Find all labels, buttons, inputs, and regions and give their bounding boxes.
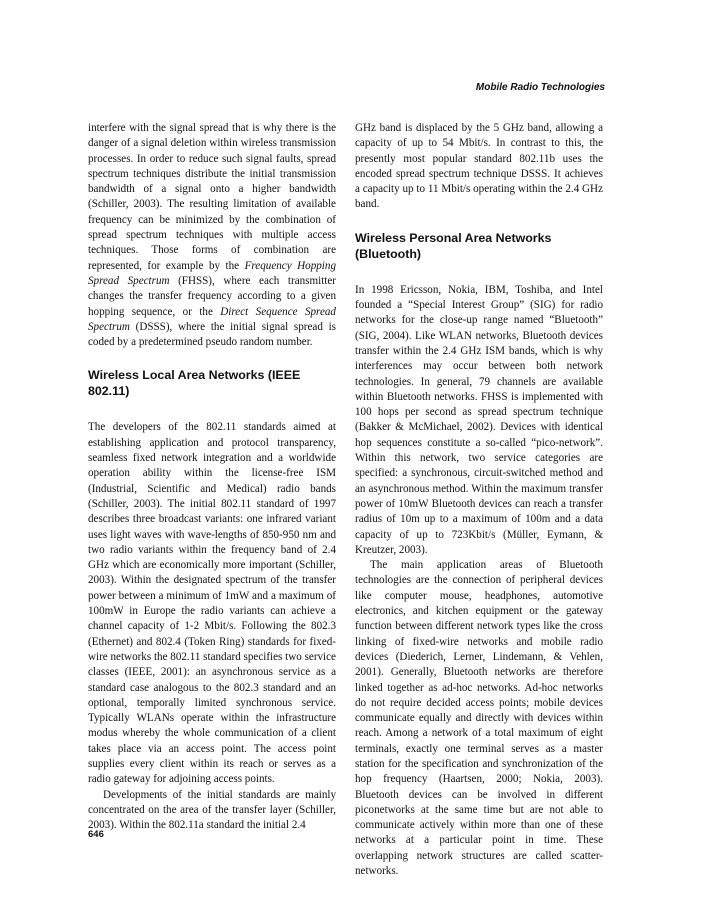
paragraph-spread-spectrum xyxy=(88,121,336,350)
running-header: Mobile Radio Technologies xyxy=(475,82,605,93)
paragraph-bluetooth-intro: In 1998 Ericsson, Nokia, IBM, Toshiba, and Intel founded a “Special Interest Group” (SIG) for radio networks for the close-up range named “Bluetooth” (SIG, 2004). Like WLAN networks, Bluetooth devices transfer within the 2.4 GHz ISM bands, which is why interferences may occur between both network technologies. In general, 79 channels are available within Bluetooth networks. FHSS is implemented with 100 hops per second as spread spectrum technique (Bakker & McMichael, 2002). Devices with identical hop sequences constitute a so-called “pico-network”. Within this network, two service categories are specified: a synchronous, circuit-switched method and an asynchronous method. Within the maximum transfer power of 10mW Bluetooth devices can reach a transfer radius of 10m up to a maximum of 100m and a data capacity of up to 723Kbit/s (Müller, Eymann, & Kreutzer, 2003). xyxy=(355,283,603,556)
paragraph-wlan-standards: The developers of the 802.11 standards aimed at establishing application and protocol transparency, seamless fixed network integration and a worldwide operation ability within the license-free ISM (Industrial, Scientific and Medical) radio bands (Schiller, 2003). The initial 802.11 standard of 1997 describes three broadcast variants: one infrared variant uses light waves with wave-lengths of 850-950 nm and two radio variants within the frequency band of 2.4 GHz which are economically more important (Schiller, 2003). Within the designated spectrum of the transfer power between a minimum of 1mW and a maximum of 100mW in Europe the radio variants can achieve a channel capacity of 1-2 Mbit/s. Following the 802.3 (Ethernet) and 802.4 (Token Ring) standards for fixed-wire networks the 802.11 standard specifies two service classes (IEEE, 2001): an asynchronous service as a standard case analogous to the 802.3 standard and an optional, temporally limited synchronous service. Typically WLANs operate within the infrastructure modus whereby the whole communication of a client takes place via an access point. The access point supplies every client within its reach or serves as a radio gateway for adjoining access points. xyxy=(88,421,336,786)
section-heading-wpan: Wireless Personal Area Networks (Bluetooth) xyxy=(355,230,552,261)
paragraph-text: (FHSS), where each transmitter changes the transfer frequency according to a given hopping sequence, or the xyxy=(88,274,336,318)
fhss-term: Frequency Hopping Spread Spectrum xyxy=(88,259,336,287)
paragraph-wlan-bands: GHz band is displaced by the 5 GHz band, allowing a capacity of up to 54 Mbit/s. In contrast to this, the presently most popular standard 802.11b uses the encoded spread spectrum technique DSSS. It achieves a capacity up to 11 Mbit/s operating within the 2.4 GHz band. xyxy=(355,122,603,211)
paragraph-text: interfere with the signal spread that is why there is the danger of a signal deletion within wireless transmission processes. In order to reduce such signal faults, spread spectrum techniques distribute the initial transmission bandwidth of a signal onto a higher bandwidth (Schiller, 2003). The resulting limitation of available frequency can be minimized by the combination of spread spectrum techniques with multiple access techniques. Those forms of combination are represented, for example by the xyxy=(88,122,336,272)
right-column xyxy=(355,121,603,879)
section-heading-wlan: Wireless Local Area Networks (IEEE 802.11) xyxy=(88,368,301,399)
paragraph-bluetooth-applications: The main application areas of Bluetooth technologies are the connection of peripheral devices like computer mouse, headphones, automotive electronics, and kitchen equipment or the gateway function between different network types like the cross linking of fixed-wire networks and mobile radio devices (Diederich, Lerner, Lindemann, & Vehlen, 2001). Generally, Bluetooth networks are therefore linked together as ad-hoc networks. Ad-hoc networks do not require decided access points; mobile devices communicate equally and directly with devices within reach. Among a network of a total maximum of eight terminals, exactly one terminal serves as a master station for the specification and synchronization of the hop frequency (Haartsen, 2000; Nokia, 2003). Bluetooth devices can be involved in different piconetworks at the same time but are not able to communicate actively within more than one of these networks at a particular point in time. These overlapping network structures are called scatter-networks. xyxy=(355,559,603,878)
page-number: 646 xyxy=(88,829,104,840)
paragraph-wlan-developments: Developments of the initial standards are mainly concentrated on the area of the transfer layer (Schiller, 2003). Within the 802.11a standard the initial 2.4 xyxy=(88,788,336,832)
paragraph-text: (DSSS), where the initial signal spread is coded by a predetermined pseudo random number. xyxy=(88,320,336,349)
left-column xyxy=(88,121,336,833)
dsss-term: Direct Sequence Spread Spectrum xyxy=(88,305,336,333)
